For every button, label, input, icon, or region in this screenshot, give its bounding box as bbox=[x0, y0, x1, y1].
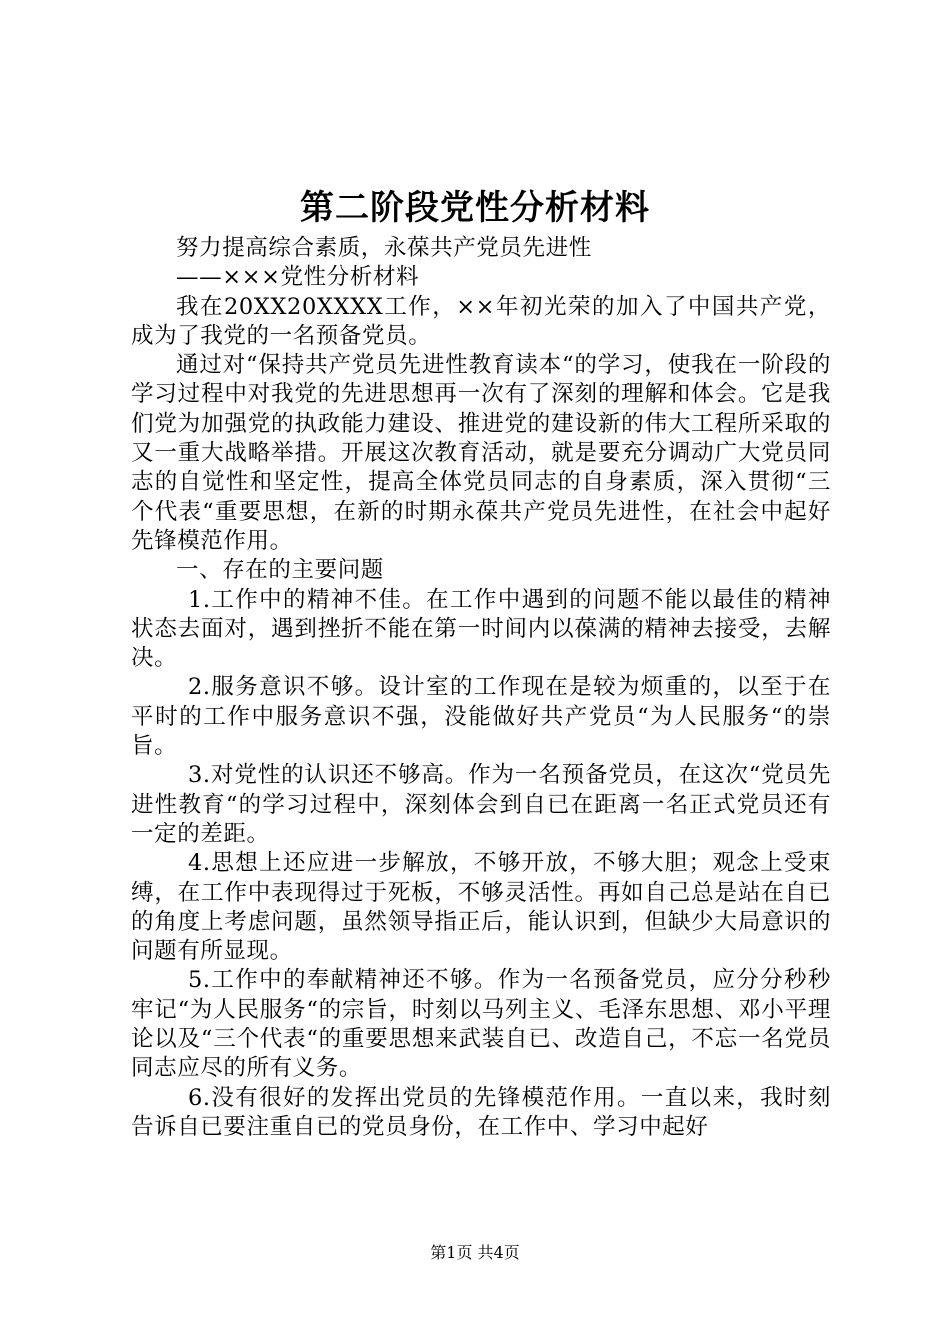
problem-item: 6.没有很好的发挥出党员的先锋模范作用。一直以来，我时刻告诉自已要注重自已的党员身份，在工作中、学习中起好 bbox=[131, 1084, 831, 1140]
problem-item: 2.服务意识不够。设计室的工作现在是较为烦重的，以至于在平时的工作中服务意识不强，没能做好共产党员“为人民服务“的崇旨。 bbox=[131, 674, 831, 760]
paragraph-intro: 我在20XX20XXXX工作，××年初光荣的加入了中国共产党，成为了我党的一名预备党员。 bbox=[131, 293, 831, 349]
document-title: 第二阶段党性分析材料 bbox=[300, 188, 650, 228]
subtitle: 努力提高综合素质，永葆共产党员先进性 bbox=[176, 235, 592, 261]
problem-item: 3.对党性的认识还不够高。作为一名预备党员，在这次“党员先进性教育“的学习过程中，深刻体会到自已在距离一名正式党员还有一定的差距。 bbox=[131, 762, 831, 847]
problem-item: 5.工作中的奉献精神还不够。作为一名预备党员，应分分秒秒牢记“为人民服务“的宗旨，时刻以马列主义、毛泽东思想、邓小平理论以及“三个代表“的重要思想来武装自已、改造自己，不忘一名党员同志应尽的所有义务。 bbox=[131, 967, 831, 1082]
section-heading: 一、存在的主要问题 bbox=[176, 557, 384, 584]
document-body bbox=[131, 234, 831, 1142]
page-footer: 第1页 共4页 bbox=[430, 1243, 520, 1262]
paragraph-study: 通过对“保持共产党员先进性教育读本“的学习，使我在一阶段的学习过程中对我党的先进思想再一次有了深刻的理解和体会。它是我们党为加强党的执政能力建设、推进党的建设新的伟大工程所采取的又一重大战略举措。开展这次教育活动，就是要充分调动广大党员同志的自觉性和坚定性，提高全体党员同志的自身素质，深入贯彻“三个代表“重要思想，在新的时期永葆共产党员先进性，在社会中起好先锋模范作用。 bbox=[131, 352, 831, 554]
problem-item: 4.思想上还应进一步解放，不够开放，不够大胆；观念上受束缚，在工作中表现得过于死板，不够灵活性。再如自己总是站在自已的角度上考虑问题，虽然领导指正后，能认识到，但缺少大局意识的问题有所显现。 bbox=[131, 850, 831, 965]
byline: ——×××党性分析材料 bbox=[176, 264, 420, 291]
problem-item: 1.工作中的精神不佳。在工作中遇到的问题不能以最佳的精神状态去面对，遇到挫折不能在第一时间内以葆满的精神去接受，去解决。 bbox=[131, 586, 831, 672]
